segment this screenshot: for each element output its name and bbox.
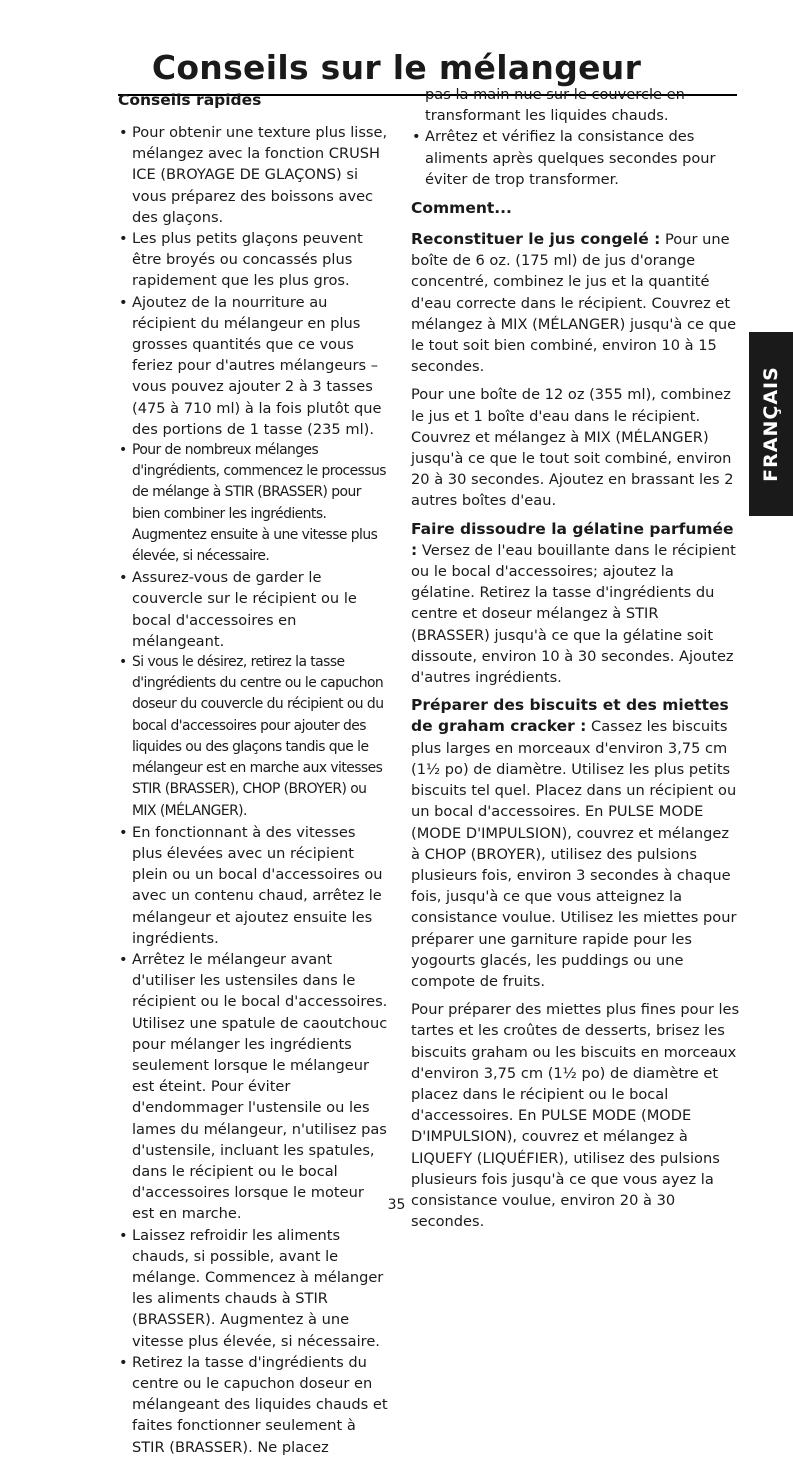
language-tab bbox=[749, 332, 793, 516]
section-text: Versez de l'eau bouillante dans le récipient ou le bocal d'accessoires; ajoutez la gélatine. Retirez la tasse d'ingrédients du centre et doseur mélangez à STIR (BRASSER) jusqu'à ce que la gélatine soit dissoute, environ 10 à 30 secondes. Ajoutez d'autres ingrédients. bbox=[411, 541, 736, 687]
section-lead: Reconstituer le jus congelé : bbox=[411, 230, 661, 249]
tip-item: • Pour obtenir une texture plus lisse, mélangez avec la fonction CRUSH ICE (BROYAGE DE GLAÇONS) si vous préparez des boissons avec des glaçons. bbox=[118, 122, 390, 228]
left-column bbox=[118, 84, 390, 1458]
language-tab-label: FRANÇAIS bbox=[760, 366, 782, 482]
tip-item: • Pour de nombreux mélanges d'ingrédients, commencez le processus de mélange à STIR (BRASSER) pour bien combiner les ingrédients. Augmentez ensuite à une vitesse plus élevée, si nécessaire. bbox=[118, 440, 390, 567]
tip-item-continued: pas la main nue sur le couvercle en transformant les liquides chauds. bbox=[425, 86, 685, 125]
howto-crumbs bbox=[411, 695, 741, 992]
continued-tips-list bbox=[411, 84, 741, 190]
section-lead: Préparer des biscuits et des miettes de graham cracker : bbox=[411, 696, 729, 736]
howto-frozen-juice-large bbox=[411, 384, 741, 511]
page-title: Conseils sur le mélangeur bbox=[151, 48, 642, 87]
tip-item: • Si vous le désirez, retirez la tasse d'ingrédients du centre ou le capuchon doseur du couvercle du récipient ou du bocal d'accessoires pour ajouter des liquides ou des glaçons tandis que le mélangeur est en marche aux vitesses STIR (BRASSER), CHOP (BROYER) ou MIX (MÉLANGER). bbox=[118, 652, 390, 822]
tip-item: • Arrêtez et vérifiez la consistance des aliments après quelques secondes pour éviter de trop transformer. bbox=[411, 126, 741, 190]
tip-item: • Laissez refroidir les aliments chauds, si possible, avant le mélange. Commencez à mélanger les aliments chauds à STIR (BRASSER). Augmentez à une vitesse plus élevée, si nécessaire. bbox=[118, 1225, 390, 1352]
tip-item: • Arrêtez le mélangeur avant d'utiliser les ustensiles dans le récipient ou le bocal d'accessoires. Utilisez une spatule de caoutchouc pour mélanger les ingrédients seulement lorsque le mélangeur est éteint. Pour éviter d'endommager l'ustensile ou les lames du mélangeur, n'utilisez pas d'ustensile, incluant les spatules, dans le récipient ou le bocal d'accessoires lorsque le moteur est en marche. bbox=[118, 949, 390, 1225]
section-text: Cassez les biscuits plus larges en morceaux d'environ 3,75 cm (1½ po) de diamètre. Utilisez les plus petits biscuits tel quel. Placez dans un récipient ou un bocal d'accessoires. En PULSE MODE (MODE D'IMPULSION), couvrez et mélangez à CHOP (BROYER), utilisez des pulsions plusieurs fois, environ 3 secondes à chaque fois, jusqu'à ce que vous atteignez la consistance voulue. Utilisez les miettes pour préparer une garniture rapide pour les yogourts glacés, les puddings ou une compote de fruits. bbox=[411, 718, 737, 990]
section-text: Pour une boîte de 6 oz. (175 ml) de jus d'orange concentré, combinez le jus et la quantité d'eau correcte dans le récipient. Couvrez et mélangez à MIX (MÉLANGER) jusqu'à ce que le tout soit bien combiné, environ 10 à 15 secondes. bbox=[411, 231, 737, 376]
tip-item: • Ajoutez de la nourriture au récipient du mélangeur en plus grosses quantités que ce vous feriez pour d'autres mélangeurs – vous pouvez ajouter 2 à 3 tasses (475 à 710 ml) à la fois plutôt que des portions de 1 tasse (235 ml). bbox=[118, 292, 390, 440]
section-lead: Faire dissoudre la gélatine parfumée : bbox=[411, 519, 734, 559]
tip-item: • Retirez la tasse d'ingrédients du centre ou le capuchon doseur en mélangeant des liquides chauds et faites fonctionner seulement à STIR (BRASSER). Ne placez bbox=[118, 1352, 390, 1458]
howto-gelatin bbox=[411, 519, 741, 689]
section-text: Pour une boîte de 12 oz (355 ml), combinez le jus et 1 boîte d'eau dans le récipient. Couvrez et mélangez à MIX (MÉLANGER) jusqu'à ce que le tout soit combiné, environ 20 à 30 secondes. Ajoutez en brassant les 2 autres boîtes d'eau. bbox=[411, 386, 734, 510]
tip-item: • En fonctionnant à des vitesses plus élevées avec un récipient plein ou un bocal d'accessoires ou avec un contenu chaud, arrêtez le mélangeur et ajoutez ensuite les ingrédients. bbox=[118, 822, 390, 949]
tip-item: • Assurez-vous de garder le couvercle sur le récipient ou le bocal d'accessoires en mélangeant. bbox=[118, 567, 390, 652]
quick-tips-list bbox=[118, 122, 390, 1458]
howto-frozen-juice bbox=[411, 229, 741, 377]
how-to-heading: Comment... bbox=[411, 199, 512, 218]
page-number: 35 bbox=[387, 1197, 406, 1213]
tip-item: • Les plus petits glaçons peuvent être broyés ou concassés plus rapidement que les plus gros. bbox=[118, 228, 390, 292]
right-column bbox=[411, 84, 741, 1239]
quick-tips-heading: Conseils rapides bbox=[118, 91, 262, 109]
section-text: Pour préparer des miettes plus fines pour les tartes et les croûtes de desserts, brisez les biscuits graham ou les biscuits en morceaux d'environ 3,75 cm (1½ po) de diamètre et placez dans le récipient ou le bocal d'accessoires. En PULSE MODE (MODE D'IMPULSION), couvrez et mélangez à LIQUEFY (LIQUÉFIER), utilisez des pulsions plusieurs fois jusqu'à ce que vous ayez la consistance voulue, environ 20 à 30 secondes. bbox=[411, 1001, 740, 1231]
